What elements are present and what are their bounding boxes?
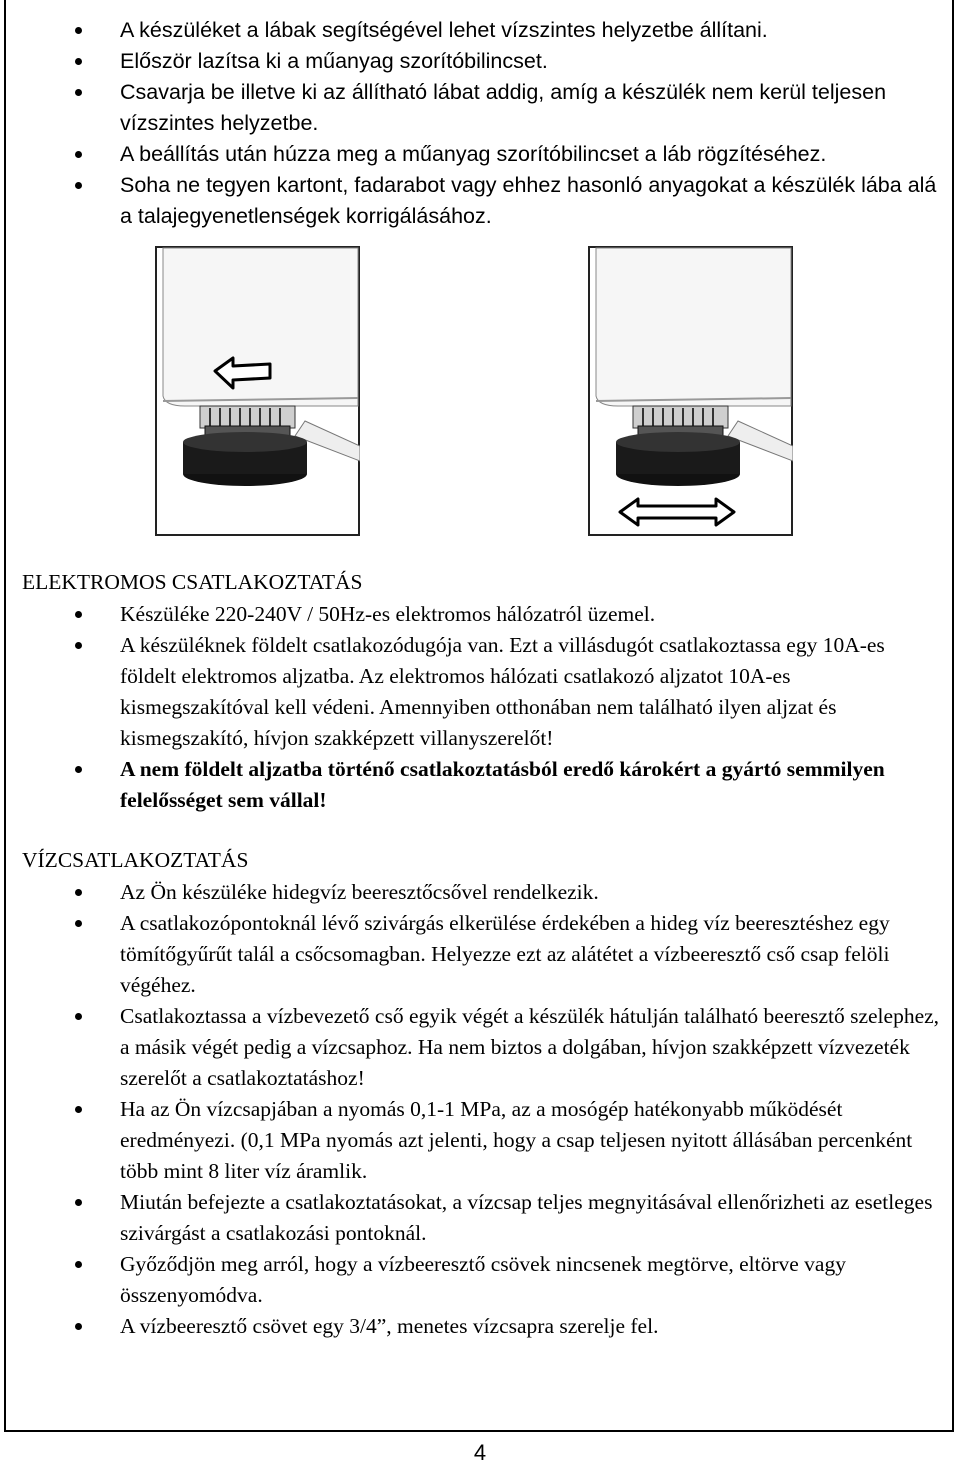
- page-number: 4: [473, 1440, 487, 1465]
- bullet-icon: [75, 766, 82, 773]
- bullet-icon: [75, 58, 82, 65]
- list-item: Ha az Ön vízcsapjában a nyomás 0,1-1 MPa, az a mosógép hatékonyabb működését eredményezi. (0,1 MPa nyomás azt jelenti, hogy a csap teljesen nyitott állásában percenként több mint 8 liter víz áramlik.: [0, 1094, 940, 1187]
- bullet-icon: [75, 920, 82, 927]
- list-item: Csatlakoztassa a vízbevezető cső egyik végét a készülék hátulján található beeresztő szelephez, a másik végét pedig a vízcsaphoz. Ha nem biztos a dolgában, hívjon szakképzett vízvezeték szerelőt a csatlakoztatáshoz!: [0, 1001, 940, 1094]
- bullet-icon: [75, 642, 82, 649]
- list-item: Miután befejezte a csatlakoztatásokat, a vízcsap teljes megnyitásával ellenőrizheti az esetleges szivárgást a csatlakozási pontoknál.: [0, 1187, 940, 1249]
- bullet-icon: [75, 611, 82, 618]
- leveling-instructions: [0, 15, 940, 232]
- foot-loosen-illustration: [155, 246, 360, 536]
- bullet-icon: [75, 27, 82, 34]
- bullet-icon: [75, 1199, 82, 1206]
- list-item: A készüléknek földelt csatlakozódugója van. Ezt a villásdugót csatlakoztassa egy 10A-es földelt elektromos aljzatba. Az elektromos hálózati csatlakozó aljzatot 10A-es kismegszakítóval kell védeni. Amennyiben otthonában nem található ilyen aljzat és kismegszakító, hívjon szakképzett villanyszerelőt!: [0, 630, 940, 754]
- water-heading: VÍZCSATLAKOZTATÁS: [22, 848, 249, 872]
- bullet-icon: [75, 151, 82, 158]
- electrical-heading: ELEKTROMOS CSATLAKOZTATÁS: [22, 570, 363, 594]
- list-item: A készüléket a lábak segítségével lehet vízszintes helyzetbe állítani.: [0, 15, 940, 46]
- list-item-warning: A nem földelt aljzatba történő csatlakoztatásból eredő károkért a gyártó semmilyen felelősséget sem vállal!: [0, 754, 940, 816]
- bullet-icon: [75, 182, 82, 189]
- list-item: Először lazítsa ki a műanyag szorítóbilincset.: [0, 46, 940, 77]
- list-item: Győződjön meg arról, hogy a vízbeeresztő csövek nincsenek megtörve, eltörve vagy összenyomódva.: [0, 1249, 940, 1311]
- list-item: A vízbeeresztő csövet egy 3/4”, menetes vízcsapra szerelje fel.: [0, 1311, 940, 1342]
- bullet-icon: [75, 1013, 82, 1020]
- bullet-icon: [75, 1106, 82, 1113]
- list-item: Készüléke 220-240V / 50Hz-es elektromos hálózatról üzemel.: [0, 599, 940, 630]
- list-item: A beállítás után húzza meg a műanyag szorítóbilincset a láb rögzítéséhez.: [0, 139, 940, 170]
- list-item: A csatlakozópontoknál lévő szivárgás elkerülése érdekében a hideg víz beeresztéshez egy tömítőgyűrűt talál a csőcsomagban. Helyezze ezt az alátétet a vízbeeresztő cső csap felöli végéhez.: [0, 908, 940, 1001]
- bullet-icon: [75, 1323, 82, 1330]
- bullet-icon: [75, 889, 82, 896]
- electrical-list: [0, 599, 940, 816]
- foot-adjust-illustration: [588, 246, 793, 536]
- bullet-icon: [75, 1261, 82, 1268]
- list-item: Csavarja be illetve ki az állítható lábat addig, amíg a készülék nem kerül teljesen vízszintes helyzetbe.: [0, 77, 940, 139]
- list-item: Az Ön készüléke hidegvíz beeresztőcsővel rendelkezik.: [0, 877, 940, 908]
- bullet-icon: [75, 89, 82, 96]
- water-list: [0, 877, 940, 1342]
- list-item: Soha ne tegyen kartont, fadarabot vagy ehhez hasonló anyagokat a készülék lába alá a talajegyenetlenségek korrigálásához.: [0, 170, 940, 232]
